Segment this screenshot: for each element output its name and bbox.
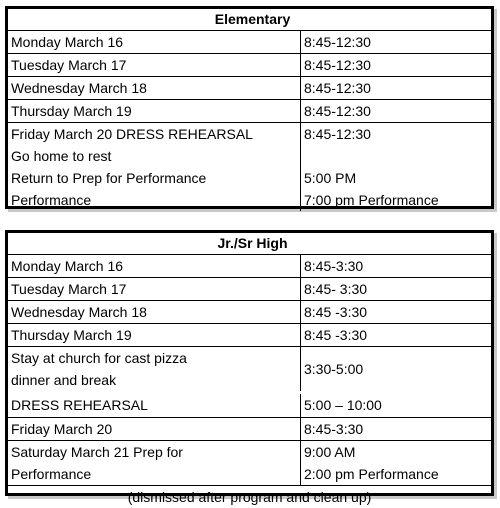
- day-cell: Performance: [8, 189, 301, 211]
- time-cell: 8:45-12:30: [304, 80, 371, 96]
- time-cell: 7:00 pm Performance: [304, 192, 439, 208]
- elementary-schedule-table: [5, 6, 494, 209]
- table-row: [8, 145, 491, 167]
- table-row: [8, 31, 491, 54]
- table-row: [8, 391, 491, 418]
- time-cell: 3:30-5:00: [304, 361, 364, 377]
- day-cell: Wednesday March 18: [8, 301, 301, 323]
- table-row: [8, 255, 491, 278]
- day-cell: Friday March 20 DRESS REHEARSAL: [8, 123, 301, 145]
- time-cell: 5:00 – 10:00: [304, 397, 382, 413]
- day-cell: Performance: [8, 463, 301, 485]
- table-row: [8, 347, 491, 391]
- time-cell: 8:45-12:30: [304, 103, 371, 119]
- day-cell: Thursday March 19: [8, 100, 301, 122]
- time-cell: 5:00 PM: [304, 170, 357, 186]
- day-cell: DRESS REHEARSAL: [8, 394, 301, 417]
- day-cell-line: dinner and break: [11, 372, 117, 388]
- elementary-title: Elementary: [8, 9, 491, 31]
- day-cell-line: Stay at church for cast pizza: [11, 350, 187, 366]
- day-cell: Return to Prep for Performance: [8, 167, 301, 189]
- day-cell: [8, 347, 301, 391]
- day-cell: Saturday March 21 Prep for: [8, 441, 301, 463]
- time-cell: 8:45-12:30: [304, 34, 371, 50]
- day-cell: Monday March 16: [8, 31, 301, 53]
- time-cell: 8:45-12:30: [304, 57, 371, 73]
- table-row: [8, 324, 491, 347]
- table-row: [8, 77, 491, 100]
- table-row: [8, 441, 491, 463]
- time-cell: 8:45 -3:30: [304, 304, 368, 320]
- day-cell: Wednesday March 18: [8, 77, 301, 99]
- table-row: [8, 100, 491, 123]
- time-cell: 2:00 pm Performance: [304, 466, 439, 482]
- table-row: [8, 189, 491, 211]
- table-row: [8, 278, 491, 301]
- high-school-schedule-table: [5, 230, 494, 505]
- table-row: [8, 167, 491, 189]
- time-cell: 8:45-3:30: [304, 258, 364, 274]
- high-school-title: Jr./Sr High: [8, 233, 491, 255]
- table-row: [8, 301, 491, 324]
- table-row: [8, 54, 491, 77]
- day-cell: Tuesday March 17: [8, 278, 301, 300]
- table-row: [8, 463, 491, 486]
- day-cell: Monday March 16: [8, 255, 301, 277]
- day-cell: Tuesday March 17: [8, 54, 301, 76]
- time-cell: 8:45- 3:30: [304, 281, 368, 297]
- table-row: [8, 418, 491, 441]
- time-cell: 8:45-12:30: [304, 126, 371, 142]
- day-cell: Friday March 20: [8, 418, 301, 440]
- time-cell: 8:45 -3:30: [304, 327, 368, 343]
- time-cell: 8:45-3:30: [304, 421, 364, 437]
- day-cell: Thursday March 19: [8, 324, 301, 346]
- day-cell: Go home to rest: [8, 145, 301, 167]
- table-row: [8, 123, 491, 145]
- time-cell: [301, 145, 491, 167]
- time-cell: 9:00 AM: [304, 444, 356, 460]
- dismissal-note: (dismissed after program and clean up): [127, 489, 372, 505]
